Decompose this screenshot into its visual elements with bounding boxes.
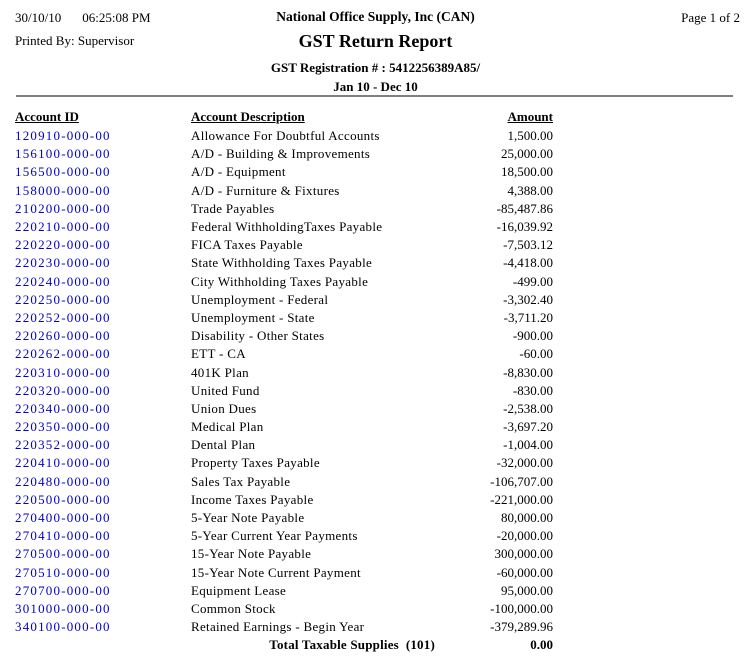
account-id-link[interactable]: 220410-000-00 (15, 455, 111, 471)
total-label: Total Taxable Supplies (101) (269, 637, 435, 653)
account-amount: 25,000.00 (501, 146, 553, 162)
table-row (15, 182, 553, 200)
account-id-link[interactable]: 158000-000-00 (15, 182, 111, 198)
table-row (15, 127, 553, 145)
account-id-link[interactable]: 220352-000-00 (15, 437, 111, 453)
table-row (15, 454, 553, 472)
total-amount: 0.00 (530, 637, 553, 653)
table-row (15, 236, 553, 254)
accounts-table (15, 106, 553, 654)
account-id-link[interactable]: 270700-000-00 (15, 582, 111, 598)
account-id-link[interactable]: 220240-000-00 (15, 273, 111, 289)
account-amount: -106,707.00 (490, 473, 553, 489)
account-description: A/D - Furniture & Fixtures (191, 182, 340, 198)
account-id-link[interactable]: 270410-000-00 (15, 528, 111, 544)
account-id-link[interactable]: 220252-000-00 (15, 309, 111, 325)
account-id-link[interactable]: 156500-000-00 (15, 164, 111, 180)
account-id-link[interactable]: 120910-000-00 (15, 128, 111, 144)
account-description: Trade Payables (191, 200, 275, 216)
account-id-link[interactable]: 220340-000-00 (15, 400, 111, 416)
account-amount: -1,004.00 (503, 437, 553, 453)
account-amount: -3,711.20 (503, 309, 553, 325)
table-row (15, 345, 553, 363)
printed-by: Printed By: Supervisor (15, 33, 135, 48)
gst-registration-number: GST Registration # : 5412256389A85/ (270, 60, 481, 75)
account-description: Income Taxes Payable (191, 491, 314, 507)
account-amount: 95,000.00 (501, 582, 553, 598)
account-amount: -379,289.96 (490, 619, 553, 635)
account-amount: -499.00 (512, 273, 553, 289)
column-header-description: Account Description (191, 109, 305, 124)
table-row (15, 618, 553, 636)
printed-time: 06:25:08 PM (82, 10, 151, 25)
account-amount: -3,302.40 (503, 291, 553, 307)
account-description: Federal WithholdingTaxes Payable (191, 219, 383, 235)
total-row-spacer (15, 636, 191, 654)
account-id-link[interactable]: 220250-000-00 (15, 291, 111, 307)
account-id-link[interactable]: 220480-000-00 (15, 473, 111, 489)
account-id-link[interactable]: 210200-000-00 (15, 200, 111, 216)
account-description: ETT - CA (191, 346, 246, 362)
account-amount: -4,418.00 (503, 255, 553, 271)
account-id-link[interactable]: 220310-000-00 (15, 364, 111, 380)
account-amount: 4,388.00 (507, 182, 553, 198)
account-description: 15-Year Note Current Payment (191, 564, 361, 580)
table-row (15, 291, 553, 309)
account-id-link[interactable]: 220260-000-00 (15, 328, 111, 344)
account-id-link[interactable]: 270500-000-00 (15, 546, 111, 562)
total-row (15, 636, 553, 654)
account-amount: -2,538.00 (503, 400, 553, 416)
table-row (15, 418, 553, 436)
column-header-amount: Amount (507, 109, 553, 124)
table-row (15, 145, 553, 163)
table-row (15, 327, 553, 345)
table-row (15, 309, 553, 327)
account-id-link[interactable]: 340100-000-00 (15, 619, 111, 635)
account-description: Union Dues (191, 400, 257, 416)
account-amount: -221,000.00 (490, 491, 553, 507)
table-body (15, 127, 553, 636)
table-row (15, 382, 553, 400)
account-id-link[interactable]: 301000-000-00 (15, 600, 111, 616)
header-divider (16, 95, 733, 97)
account-description: Allowance For Doubtful Accounts (191, 128, 380, 144)
account-description: United Fund (191, 382, 260, 398)
printed-date: 30/10/10 (15, 10, 62, 25)
account-description: 5-Year Current Year Payments (191, 528, 358, 544)
account-amount: -32,000.00 (496, 455, 553, 471)
table-header-row (15, 106, 553, 127)
account-amount: -3,697.20 (503, 419, 553, 435)
account-id-link[interactable]: 270400-000-00 (15, 510, 111, 526)
account-description: A/D - Equipment (191, 164, 286, 180)
account-description: A/D - Building & Improvements (191, 146, 371, 162)
column-header-account-id: Account ID (15, 109, 79, 124)
account-amount: -60.00 (519, 346, 553, 362)
account-id-link[interactable]: 220210-000-00 (15, 219, 111, 235)
company-name: National Office Supply, Inc (CAN) (276, 9, 475, 24)
account-id-link[interactable]: 220320-000-00 (15, 382, 111, 398)
table-row (15, 564, 553, 582)
account-amount: -85,487.86 (496, 200, 553, 216)
account-description: Disability - Other States (191, 328, 325, 344)
account-id-link[interactable]: 220262-000-00 (15, 346, 111, 362)
account-description: 5-Year Note Payable (191, 510, 305, 526)
account-id-link[interactable]: 220220-000-00 (15, 237, 111, 253)
account-amount: -20,000.00 (496, 528, 553, 544)
table-row (15, 400, 553, 418)
account-description: Unemployment - Federal (191, 291, 329, 307)
account-id-link[interactable]: 156100-000-00 (15, 146, 111, 162)
table-row (15, 545, 553, 563)
table-row (15, 473, 553, 491)
account-description: Medical Plan (191, 419, 264, 435)
account-id-link[interactable]: 270510-000-00 (15, 564, 111, 580)
account-amount: -8,830.00 (503, 364, 553, 380)
account-amount: -60,000.00 (496, 564, 553, 580)
table-row (15, 600, 553, 618)
table-row (15, 273, 553, 291)
account-description: 15-Year Note Payable (191, 546, 312, 562)
table-row (15, 527, 553, 545)
account-amount: -16,039.92 (496, 219, 553, 235)
table-row (15, 163, 553, 181)
account-amount: 80,000.00 (501, 510, 553, 526)
table-row (15, 254, 553, 272)
table-row (15, 509, 553, 527)
account-description: City Withholding Taxes Payable (191, 273, 369, 289)
account-description: Sales Tax Payable (191, 473, 291, 489)
account-amount: 18,500.00 (501, 164, 553, 180)
account-description: State Withholding Taxes Payable (191, 255, 373, 271)
account-amount: -900.00 (512, 328, 553, 344)
account-amount: -7,503.12 (503, 237, 553, 253)
account-description: FICA Taxes Payable (191, 237, 303, 253)
table-row (15, 218, 553, 236)
account-description: Unemployment - State (191, 309, 315, 325)
table-row (15, 436, 553, 454)
account-id-link[interactable]: 220230-000-00 (15, 255, 111, 271)
account-description: Common Stock (191, 600, 276, 616)
table-row (15, 491, 553, 509)
account-id-link[interactable]: 220350-000-00 (15, 419, 111, 435)
table-row (15, 200, 553, 218)
account-amount: 1,500.00 (507, 128, 553, 144)
table-row (15, 363, 553, 381)
account-description: Property Taxes Payable (191, 455, 320, 471)
account-amount: -100,000.00 (490, 600, 553, 616)
account-amount: -830.00 (512, 382, 553, 398)
account-description: Retained Earnings - Begin Year (191, 619, 365, 635)
report-title: GST Return Report (298, 31, 453, 51)
account-amount: 300,000.00 (494, 546, 553, 562)
account-description: Dental Plan (191, 437, 256, 453)
page-number: Page 1 of 2 (681, 10, 740, 25)
table-row (15, 582, 553, 600)
account-description: Equipment Lease (191, 582, 287, 598)
report-period: Jan 10 - Dec 10 (333, 79, 418, 94)
account-description: 401K Plan (191, 364, 249, 380)
account-id-link[interactable]: 220500-000-00 (15, 491, 111, 507)
